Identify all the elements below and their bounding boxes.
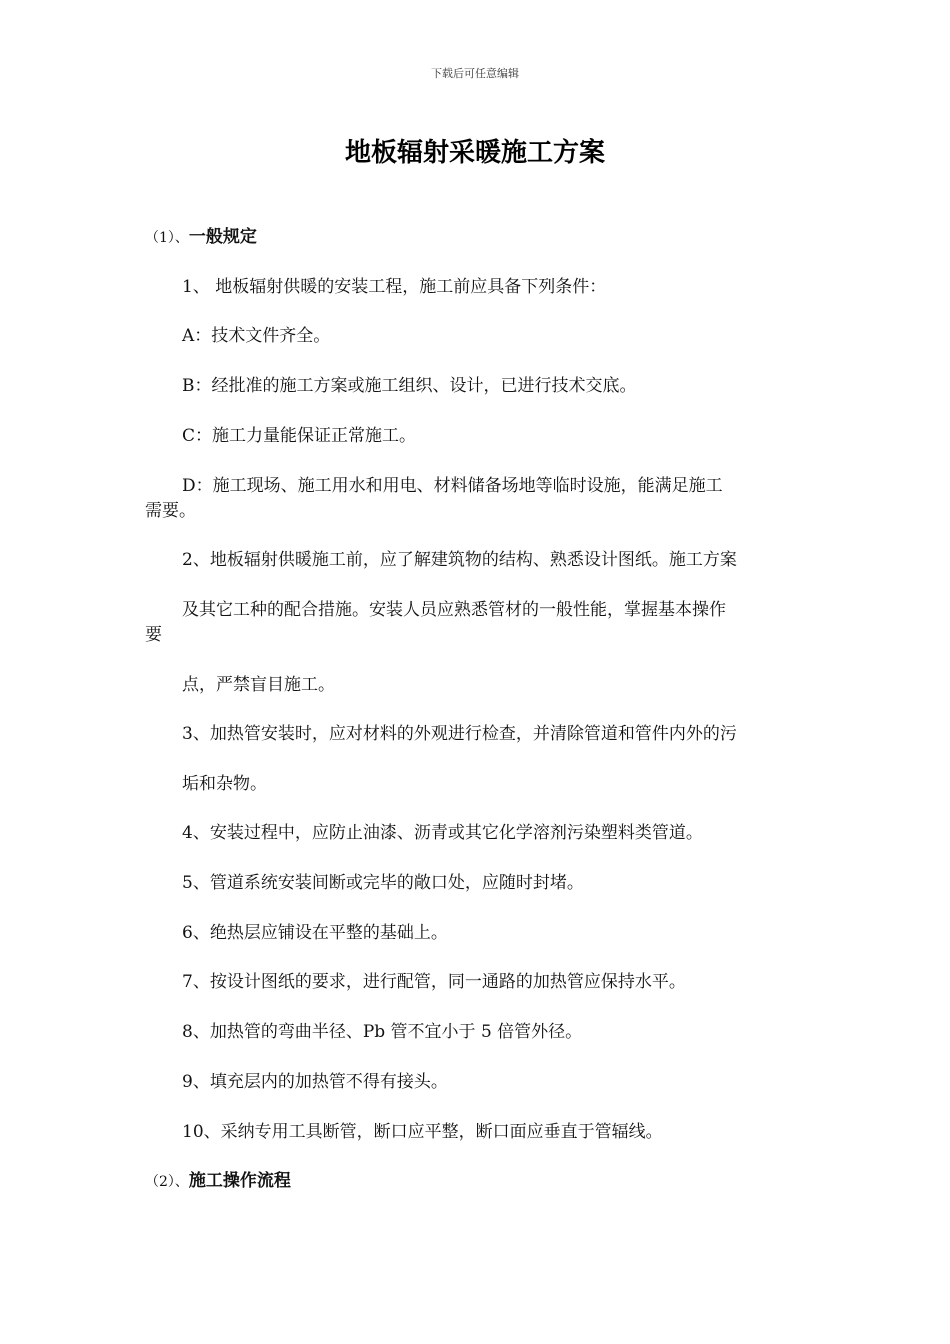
section-heading-text: 一般规定 — [188, 227, 257, 247]
paragraph-line: A：技术文件齐全。 — [182, 326, 331, 346]
header-note: 下载后可任意编辑 — [431, 67, 519, 80]
paragraph-line: 5、管道系统安装间断或完毕的敞口处，应随时封堵。 — [182, 873, 584, 893]
paragraph-line: 10、采纳专用工具断管，断口应平整，断口面应垂直于管辐线。 — [182, 1122, 663, 1142]
paragraph-line: 6、绝热层应铺设在平整的基础上。 — [182, 923, 448, 943]
paragraph-line: 要 — [145, 625, 162, 645]
paragraph-line: 1、 地板辐射供暖的安装工程，施工前应具备下列条件： — [182, 277, 607, 297]
paragraph-line: D：施工现场、施工用水和用电、材料储备场地等临时设施，能满足施工 — [182, 476, 723, 496]
paragraph-line: 及其它工种的配合措施。安装人员应熟悉管材的一般性能，掌握基本操作 — [182, 600, 726, 620]
section-heading-1 — [145, 226, 257, 249]
paragraph-line: 2、地板辐射供暖施工前，应了解建筑物的结构、熟悉设计图纸。施工方案 — [182, 550, 737, 570]
paragraph-line: 点，严禁盲目施工。 — [182, 675, 335, 695]
paragraph-line: 4、安装过程中，应防止油漆、沥青或其它化学溶剂污染塑料类管道。 — [182, 823, 703, 843]
paragraph-line: B：经批准的施工方案或施工组织、设计，已进行技术交底。 — [182, 376, 637, 396]
section-number: （2）、 — [145, 1174, 189, 1190]
paragraph-line: 垢和杂物。 — [182, 774, 267, 794]
section-number: （1）、 — [145, 230, 189, 246]
document-title: 地板辐射采暖施工方案 — [344, 138, 605, 168]
paragraph-line: 8、加热管的弯曲半径、Pb 管不宜小于 5 倍管外径。 — [182, 1022, 583, 1042]
paragraph-line: 3、加热管安装时，应对材料的外观进行检查，并清除管道和管件内外的污 — [182, 724, 737, 744]
section-heading-2 — [145, 1170, 291, 1193]
paragraph-line: C：施工力量能保证正常施工。 — [182, 426, 417, 446]
paragraph-line: 7、按设计图纸的要求，进行配管，同一通路的加热管应保持水平。 — [182, 972, 686, 992]
paragraph-line: 9、填充层内的加热管不得有接头。 — [182, 1072, 448, 1092]
paragraph-line: 需要。 — [145, 501, 196, 521]
section-heading-text: 施工操作流程 — [188, 1171, 291, 1191]
